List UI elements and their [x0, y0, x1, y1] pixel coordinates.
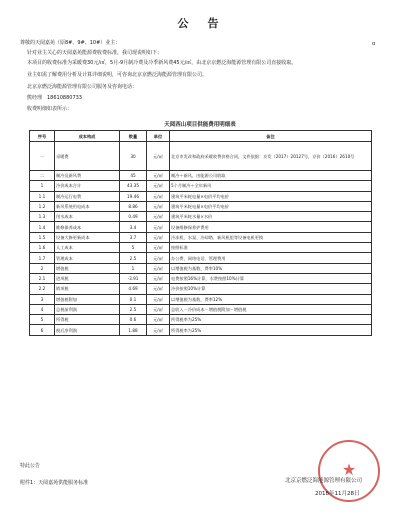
- paragraph-consult: 业主如需了解费用分析及计算详细说明，可咨询北京京燃泛海能源管理有限公司。: [27, 72, 208, 78]
- paragraph-intro: 针对业主关心的天阅嘉苑能源费收费标准，我司现说明如下：: [27, 50, 163, 56]
- cell-amount: 0.6: [120, 315, 147, 325]
- cell-unit: 元/㎡: [147, 181, 170, 191]
- table-header-row: [30, 131, 372, 142]
- cell-note: 北京市发改和政府采暖收费价格合同，文件依据：京发（2017）20127号，京价（2016）2610号: [170, 142, 372, 171]
- cell-cost-item: 所得税: [55, 315, 120, 325]
- cell-no: 4: [30, 304, 55, 314]
- cell-no: 1.5: [30, 232, 55, 242]
- cell-cost-item: 新风系统用电成本: [55, 201, 120, 211]
- seal-star-icon: ★: [341, 460, 357, 479]
- cell-unit: 元/㎡: [147, 201, 170, 211]
- paragraph-table-intro: 收费明细如表所示：: [27, 106, 73, 112]
- cell-note: 总收入－冷价成本－增值税附加－增值税: [170, 304, 372, 314]
- cell-unit: 元/㎡: [147, 142, 170, 171]
- cell-unit: 元/㎡: [147, 294, 170, 304]
- table-row: [30, 304, 372, 314]
- cell-cost-item: 增值税附加: [55, 294, 120, 304]
- cell-amount: 30: [120, 142, 147, 171]
- cell-amount: 0.1: [120, 294, 147, 304]
- cell-unit: 元/㎡: [147, 263, 170, 273]
- cell-cost-item: 设备大修更新成本: [55, 232, 120, 242]
- cell-cost-item: 人工成本: [55, 243, 120, 253]
- cell-unit: 元/㎡: [147, 315, 170, 325]
- cell-note: 制冷＋新风，由能源公司收取: [170, 171, 372, 181]
- cell-cost-item: 采暖费: [55, 142, 120, 171]
- table-row: [30, 232, 372, 242]
- cell-cost-item: 管理成本: [55, 253, 120, 263]
- table-row: [30, 142, 372, 171]
- cell-no: 二: [30, 171, 55, 181]
- cell-note: 办公费、网络电话、管理费用: [170, 253, 372, 263]
- greeting: 尊敬的天阅嘉苑（原8#、9#、10#）业主：: [20, 40, 121, 46]
- cell-amount: 45: [120, 171, 147, 181]
- cell-unit: 元/㎡: [147, 171, 170, 181]
- cell-no: 1.3: [30, 212, 55, 222]
- cell-amount: 19.46: [120, 191, 147, 201]
- cell-amount: 5: [120, 243, 147, 253]
- cell-note: 按照标准: [170, 243, 372, 253]
- cell-no: 2.2: [30, 284, 55, 294]
- cell-cost-item: 进项税: [55, 273, 120, 283]
- cell-cost-item: 用水成本: [55, 212, 120, 222]
- cell-no: 一: [30, 142, 55, 171]
- cell-cost-item: 增值税: [55, 263, 120, 273]
- cell-no: 2.1: [30, 273, 55, 283]
- table-row: [30, 263, 372, 273]
- cell-no: 1.7: [30, 253, 55, 263]
- cell-note: 以增值税为基数，费率12%: [170, 294, 372, 304]
- cell-note: 以增值税为基数，费率10%: [170, 263, 372, 273]
- cell-no: 1: [30, 181, 55, 191]
- header-cost-item: 成本构成: [55, 131, 120, 142]
- cell-no: 1.6: [30, 243, 55, 253]
- cell-unit: 元/㎡: [147, 273, 170, 283]
- cell-unit: 元/㎡: [147, 325, 170, 335]
- header-amount: 数量: [120, 131, 147, 142]
- cell-no: 6: [30, 325, 55, 335]
- cell-cost-item: 冷价成本合计: [55, 181, 120, 191]
- table-row: [30, 191, 372, 201]
- cell-unit: 元/㎡: [147, 253, 170, 263]
- cell-no: 1.4: [30, 222, 55, 232]
- paragraph-fee-standard: 本项目的收费标准为采暖费30元/㎡，5月-9月制冷费及冷季新风费45元/㎡，由北京京燃泛海能源管理有限公司直接收取。: [27, 60, 297, 66]
- cell-note: 所得税率为25%: [170, 325, 372, 335]
- closing-note: 特此公告: [20, 463, 41, 469]
- cell-note: 冷冻机、水泵、冷却塔、新风机组等设备电机更换: [170, 232, 372, 242]
- cell-no: 3: [30, 294, 55, 304]
- issuing-company: 北京京燃泛海能源管理有限公司: [285, 478, 363, 484]
- table-row: [30, 201, 372, 211]
- header-unit: 单位: [147, 131, 170, 142]
- table-row: [30, 222, 372, 232]
- table-row: [30, 212, 372, 222]
- cell-amount: 1.88: [120, 325, 147, 335]
- header-no: 序号: [30, 131, 55, 142]
- cell-unit: 元/㎡: [147, 212, 170, 222]
- cell-note: 建筑平米耗电量×电价平均电价: [170, 191, 372, 201]
- cell-note: 所得税率为25%: [170, 315, 372, 325]
- cell-amount: 3.7: [120, 232, 147, 242]
- cell-unit: 元/㎡: [147, 243, 170, 253]
- cell-note: 电费按照16%计算，水费按照10%计算: [170, 273, 372, 283]
- corner-mark: ɑ: [372, 41, 376, 47]
- cell-cost-item: 销项税: [55, 284, 120, 294]
- table-row: [30, 294, 372, 304]
- cell-cost-item: 制冷及新风费: [55, 171, 120, 181]
- cell-amount: 2.5: [120, 253, 147, 263]
- attachment-line: 附件1：天阅嘉苑供能服务标准: [20, 480, 89, 486]
- cell-amount: 4.69: [120, 284, 147, 294]
- table-row: [30, 253, 372, 263]
- cell-no: 1.2: [30, 201, 55, 211]
- cell-unit: 元/㎡: [147, 232, 170, 242]
- cell-cost-item: 总税前利润: [55, 304, 120, 314]
- table-row: [30, 315, 372, 325]
- cell-amount: 2.5: [120, 304, 147, 314]
- cell-note: 设备维修保养护费用: [170, 222, 372, 232]
- cell-cost-item: 维修保养成本: [55, 222, 120, 232]
- header-note: 备注: [170, 131, 372, 142]
- cell-note: 5个月制冷＋全年新风: [170, 181, 372, 191]
- cell-amount: 43.35: [120, 181, 147, 191]
- table-row: [30, 284, 372, 294]
- cell-cost-item: 制冷运行电费: [55, 191, 120, 201]
- cell-unit: 元/㎡: [147, 191, 170, 201]
- cell-unit: 元/㎡: [147, 304, 170, 314]
- table-row: [30, 171, 372, 181]
- issue-date: 2018年11月28日: [315, 491, 360, 497]
- table-row: [30, 181, 372, 191]
- cell-no: 5: [30, 315, 55, 325]
- fee-detail-table: [29, 130, 372, 336]
- table-row: [30, 273, 372, 283]
- cell-note: 建筑平米耗电量×电价平均电价: [170, 201, 372, 211]
- cell-amount: 3.4: [120, 222, 147, 232]
- cell-no: 1.1: [30, 191, 55, 201]
- cell-unit: 元/㎡: [147, 222, 170, 232]
- cell-unit: 元/㎡: [147, 284, 170, 294]
- cell-note: 建筑平米耗水量×水价: [170, 212, 372, 222]
- cell-amount: 0.49: [120, 212, 147, 222]
- table-title: 天阅西山项目供能费用明细表: [164, 122, 236, 128]
- cell-amount: 1: [120, 263, 147, 273]
- paragraph-service-phone: 北京京燃泛海能源管理有限公司服务及咨询电话：: [27, 84, 138, 90]
- document-title: 公 告: [177, 17, 223, 30]
- contact-line: 熊经理 18610880733: [27, 95, 82, 101]
- cell-no: 2: [30, 263, 55, 273]
- cell-amount: 8.86: [120, 201, 147, 211]
- table-row: [30, 325, 372, 335]
- cell-amount: -3.91: [120, 273, 147, 283]
- table-row: [30, 243, 372, 253]
- cell-cost-item: 税后净利润: [55, 325, 120, 335]
- cell-note: 冷价按照10%计算: [170, 284, 372, 294]
